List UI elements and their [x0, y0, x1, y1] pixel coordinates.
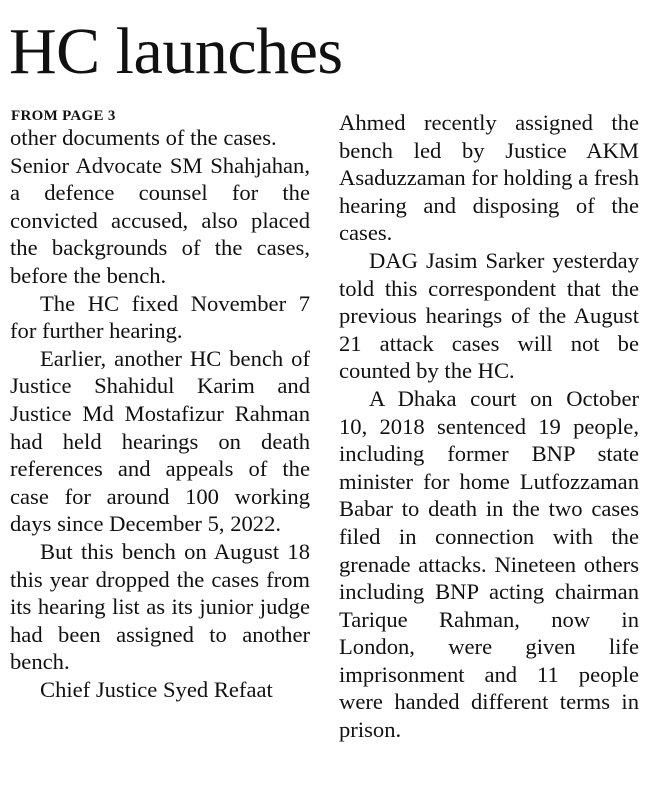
paragraph: Chief Justice Syed Refaat [40, 676, 273, 702]
paragraph: Ahmed recently assigned the bench led by Justice AKM Asaduzzaman for holding a fresh hearing and disposing of the cases. [339, 110, 639, 246]
kicker: FROM PAGE 3 [11, 108, 116, 124]
headline: HC launches [9, 15, 343, 88]
paragraph: Senior Advocate SM Shahjahan, a defence counsel for the convicted accused, also placed the backgrounds of the cases, before the bench. [10, 152, 310, 288]
paragraph: A Dhaka court on October 10, 2018 sentenced 19 people, including former BNP state minister for home Lutfozzaman Babar to death in the two cases filed in connection with the grenade attacks. Nineteen others including BNP acting chairman Tarique Rahman, now in London, were given life imprisonment and 11 people were handed different terms in prison. [339, 385, 639, 743]
left-column [10, 109, 310, 703]
right-column [339, 109, 639, 744]
paragraph: But this bench on August 18 this year dropped the cases from its hearing list as its junior judge had been assigned to another bench. [10, 538, 310, 675]
paragraph: other documents of the cases. [10, 125, 277, 150]
paragraph: DAG Jasim Sarker yesterday told this correspondent that the previous hearings of the August 21 attack cases will not be counted by the HC. [339, 247, 639, 384]
paragraph: The HC fixed November 7 for further hearing. [10, 290, 310, 344]
paragraph: Earlier, another HC bench of Justice Shahidul Karim and Justice Md Mostafizur Rahman had held hearings on death references and appeals of the case for around 100 working days since December 5, 2022. [10, 345, 310, 537]
